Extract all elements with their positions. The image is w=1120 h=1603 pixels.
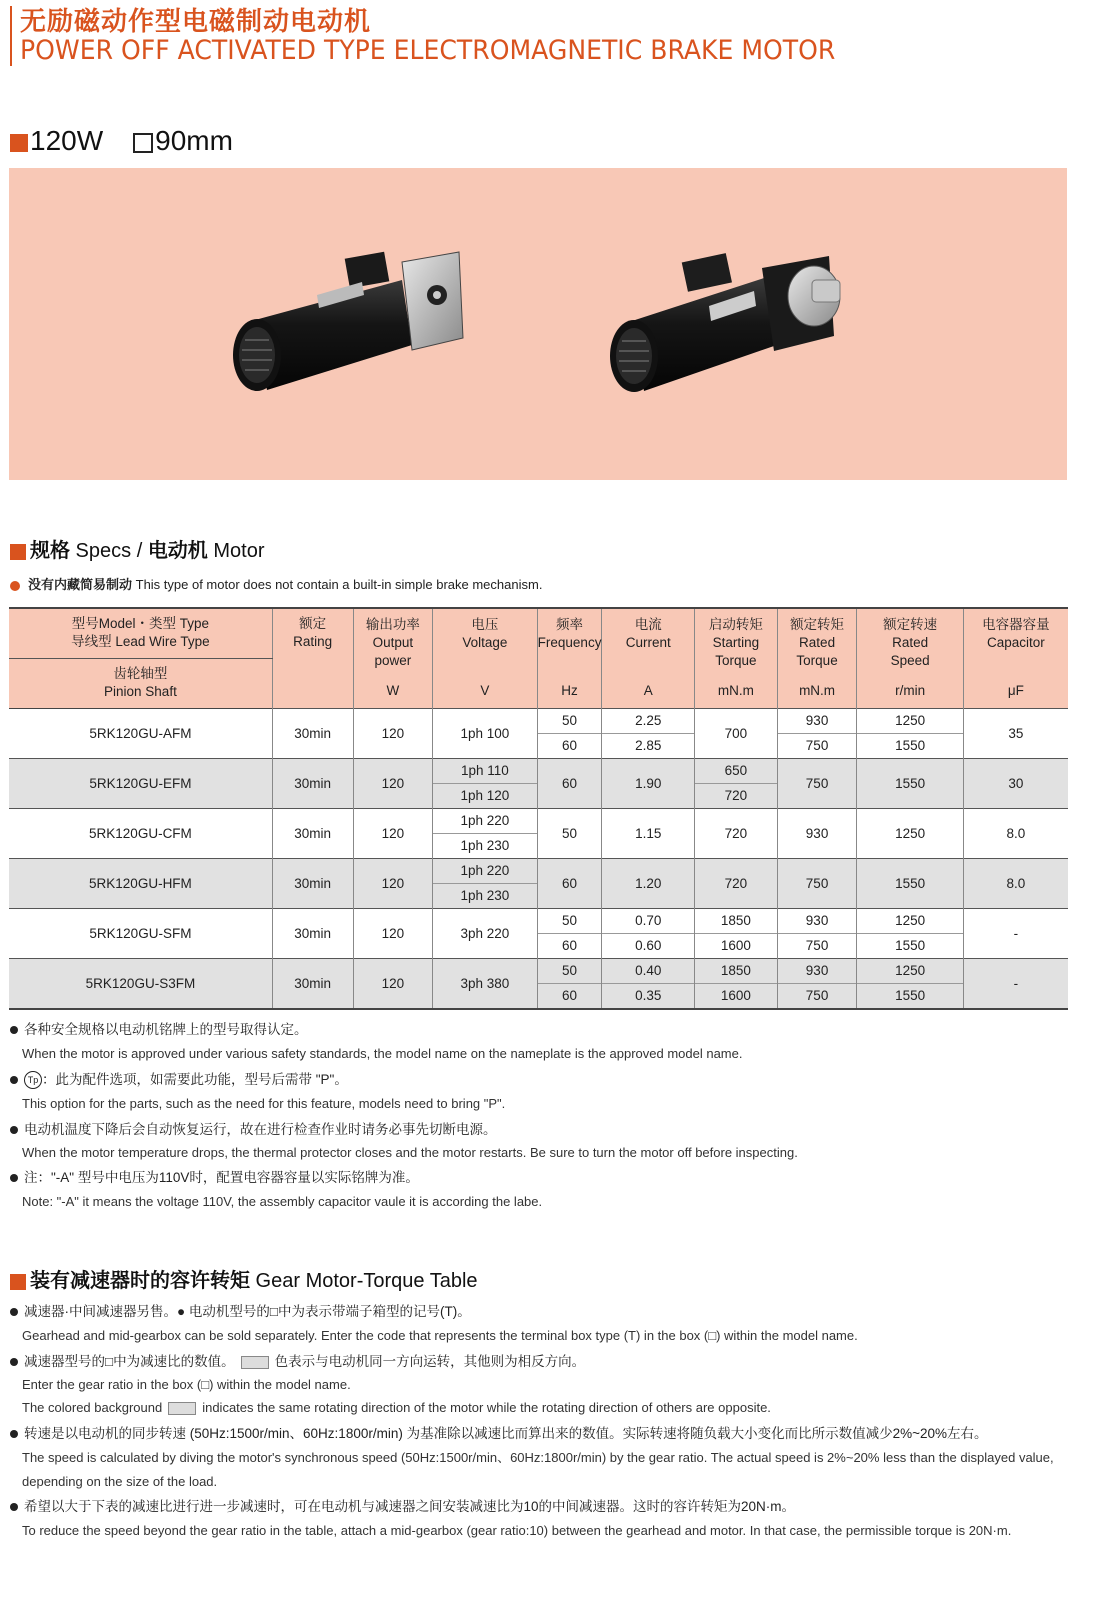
spec-heading [10, 124, 233, 158]
table-row: 5RK120GU-HFM 30min 120 1ph 220 60 1.20 720 750 1550 8.0 [9, 858, 1068, 883]
header-capacitor: 电容器容量 Capacitor μF [963, 608, 1068, 708]
product-photo-panel [9, 168, 1067, 480]
header-rated-speed: 额定转速 Rated Speed r/min [857, 608, 963, 708]
bullet-icon [10, 1026, 18, 1034]
square-marker-icon [10, 544, 26, 560]
bullet-icon [10, 1076, 18, 1084]
title-cn: 无励磁动作型电磁制动电动机 [20, 6, 372, 36]
table-row: 1ph 230 [9, 833, 1068, 858]
square-marker-icon [10, 1274, 26, 1290]
bullet-icon [10, 1430, 18, 1438]
table-row: 5RK120GU-SFM 30min 120 3ph 220 50 0.70 1850 930 1250 - [9, 908, 1068, 933]
header-voltage: 电压 Voltage V [433, 608, 537, 708]
bullet-icon [10, 1503, 18, 1511]
gear-note-2-cn: 减速器型号的□中为减速比的数值。 色表示与电动机同一方向运转，其他则为相反方向。 [10, 1352, 585, 1371]
square-marker-icon [10, 134, 28, 152]
table-row: 5RK120GU-S3FM 30min 120 3ph 380 50 0.40 1850 930 1250 - [9, 958, 1068, 983]
title-en: POWER OFF ACTIVATED TYPE ELECTROMAGNETIC BRAKE MOTOR [20, 35, 836, 66]
table-row: 1ph 120 720 [9, 783, 1068, 808]
note-2-cn: Tp ：此为配件选项，如需要此功能，型号后需带 "P"。 [10, 1070, 348, 1089]
grey-swatch-icon [241, 1356, 269, 1369]
table-row: 60 0.60 1600 750 1550 [9, 933, 1068, 958]
header-starting-torque: 启动转矩 Starting Torque mN.m [695, 608, 778, 708]
note-1-en: When the motor is approved under various safety standards, the model name on the nameplate is the approved model name. [22, 1046, 743, 1061]
bullet-icon [10, 1126, 18, 1134]
gear-note-1-en: Gearhead and mid-gearbox can be sold separately. Enter the code that represents the terminal box type (T) in the box (□) within the model name. [22, 1328, 858, 1343]
note-3-cn: 电动机温度下降后会自动恢复运行，故在进行检查作业时请务必事先切断电源。 [10, 1120, 497, 1139]
gear-note-4-en: To reduce the speed beyond the gear ratio in the table, attach a mid-gearbox (gear ratio:10) between the gearhead and motor. In that case, the permissible torque is 20N·m. [22, 1523, 1012, 1538]
motor-image-left [227, 250, 477, 400]
header-pinion: 齿轮轴型 Pinion Shaft [9, 658, 272, 708]
note-2-en: This option for the parts, such as the need for this feature, models need to bring "P". [22, 1096, 506, 1111]
header-model: 型号Model・类型 Type 导线型 Lead Wire Type [9, 608, 272, 658]
table-row: 1ph 230 [9, 883, 1068, 908]
gear-note-2-en1: Enter the gear ratio in the box (□) within the model name. [22, 1377, 351, 1392]
header-rating: 额定 Rating [272, 608, 353, 708]
table-row: 5RK120GU-AFM 30min 120 1ph 100 50 2.25 700 930 1250 35 [9, 708, 1068, 733]
table-row: 60 2.85 750 1550 [9, 733, 1068, 758]
note-4-cn: 注："-A" 型号中电压为110V时，配置电容器容量以实际铭牌为准。 [10, 1168, 419, 1187]
bullet-icon [10, 1358, 18, 1366]
frame-label: 90mm [155, 125, 233, 156]
specs-note: 没有内藏简易制动 This type of motor does not contain a built-in simple brake mechanism. [10, 576, 542, 594]
bullet-icon [10, 581, 20, 591]
note-3-en: When the motor temperature drops, the thermal protector closes and the motor restarts. Be sure to turn the motor off before inspecting. [22, 1145, 798, 1160]
power-label: 120W [30, 125, 104, 156]
header-output: 输出功率 Output power W [353, 608, 433, 708]
spec-table [9, 607, 1068, 1010]
gear-note-4-cn: 希望以大于下表的减速比进行进一步减速时，可在电动机与减速器之间安装减速比为10的中间减速器。这时的容许转矩为20N·m。 [10, 1497, 795, 1516]
header-frequency: 频率 Frequency Hz [537, 608, 602, 708]
table-row: 5RK120GU-EFM 30min 120 1ph 110 60 1.90 650 750 1550 30 [9, 758, 1068, 783]
frame-square-icon [133, 133, 153, 153]
page-header [10, 6, 897, 66]
motor-image-right [604, 246, 854, 396]
note-1-cn: 各种安全规格以电动机铭牌上的型号取得认定。 [10, 1020, 308, 1039]
gear-note-2-en2: The colored background indicates the same rotating direction of the motor while the rotating direction of others are opposite. [22, 1400, 771, 1415]
table-row: 5RK120GU-CFM 30min 120 1ph 220 50 1.15 720 930 1250 8.0 [9, 808, 1068, 833]
gear-note-3-cn: 转速是以电动机的同步转速 (50Hz:1500r/min、60Hz:1800r/min) 为基准除以减速比而算出来的数值。实际转速将随负载大小变化而比所示数值减少2%~20%左右。 [10, 1424, 988, 1443]
header-current: 电流 Current A [602, 608, 695, 708]
gear-section-title: 装有减速器时的容许转矩 Gear Motor-Torque Table [10, 1268, 478, 1294]
table-row: 60 0.35 1600 750 1550 [9, 983, 1068, 1009]
header-rated-torque: 额定转矩 Rated Torque mN.m [777, 608, 857, 708]
gear-note-3-en2: depending on the size of the load. [22, 1474, 218, 1489]
gear-note-3-en1: The speed is calculated by diving the motor's synchronous speed (50Hz:1500r/min、60Hz:1800r/min) by the gear ratio. The actual speed is 2%~20% less than the displayed value, [22, 1450, 1054, 1465]
note-4-en: Note: "-A" it means the voltage 110V, the assembly capacitor vaule it is according the labe. [22, 1194, 543, 1209]
bullet-icon [10, 1308, 18, 1316]
specs-section-title: 规格 Specs / 电动机 Motor [10, 538, 265, 564]
grey-swatch-icon [168, 1402, 196, 1415]
bullet-icon [10, 1174, 18, 1182]
tp-mark-icon: Tp [24, 1071, 42, 1089]
gear-note-1-cn: 减速器·中间减速器另售。● 电动机型号的□中为表示带端子箱型的记号(T)。 [10, 1302, 471, 1321]
